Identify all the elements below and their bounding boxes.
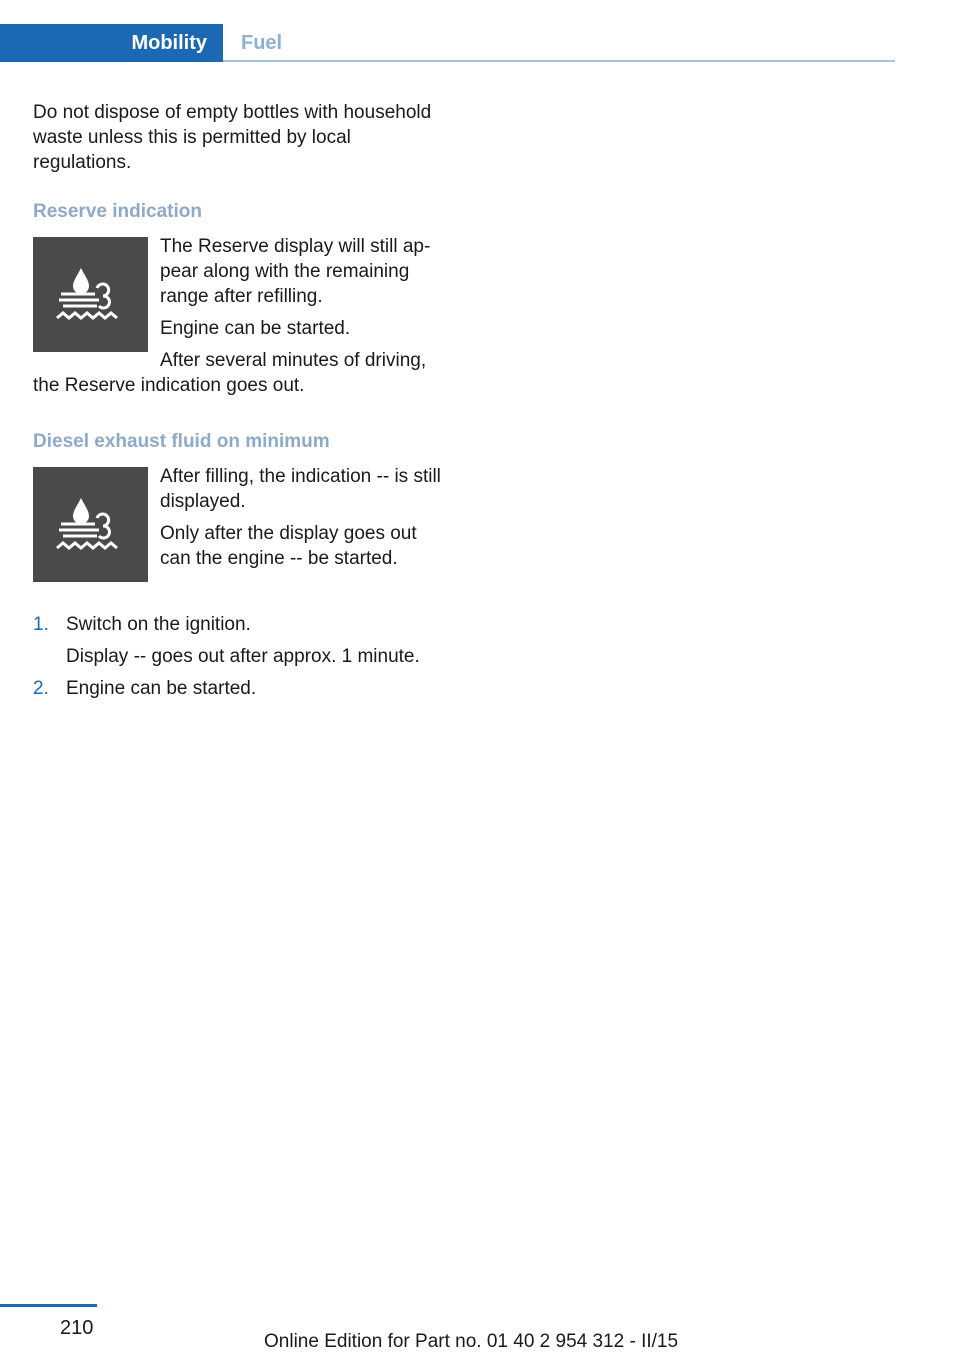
minimum-paragraph: After filling, the indication -- is still displayed. — [160, 466, 441, 512]
intro-paragraph: Do not dispose of empty bottles with household waste unless this is permitted by local regulations. — [33, 102, 432, 173]
step-text: Switch on the ignition. — [66, 614, 251, 635]
list-item — [33, 612, 443, 669]
edition-footer: Online Edition for Part no. 01 40 2 954 312 - II/15 — [264, 1331, 679, 1352]
footer-rule — [0, 1304, 97, 1307]
page-content — [33, 100, 443, 708]
minimum-heading: Diesel exhaust fluid on minimum — [33, 431, 330, 452]
tab-mobility[interactable]: Mobility — [0, 24, 223, 62]
def-warning-icon — [33, 467, 148, 582]
reserve-section — [33, 199, 443, 405]
page-number: 210 — [60, 1317, 94, 1339]
step-number: 1. — [33, 614, 49, 635]
minimum-section — [33, 429, 443, 588]
minimum-paragraph: Only after the display goes out can the engine -- be started. — [160, 523, 417, 569]
tab-fuel[interactable]: Fuel — [241, 31, 283, 54]
reserve-paragraph: After several minutes of driving, the Reserve indication goes out. — [33, 350, 427, 396]
def-warning-icon — [33, 237, 148, 352]
reserve-heading: Reserve indication — [33, 201, 202, 222]
step-list — [33, 612, 443, 701]
step-number: 2. — [33, 678, 49, 699]
list-item — [33, 676, 443, 701]
reserve-paragraph: Engine can be started. — [160, 318, 351, 339]
step-subtext: Display -- goes out after approx. 1 minute. — [66, 646, 420, 667]
reserve-paragraph: The Reserve display will still appear along with the remaining range after refilling. — [160, 236, 431, 307]
step-text: Engine can be started. — [66, 678, 257, 699]
